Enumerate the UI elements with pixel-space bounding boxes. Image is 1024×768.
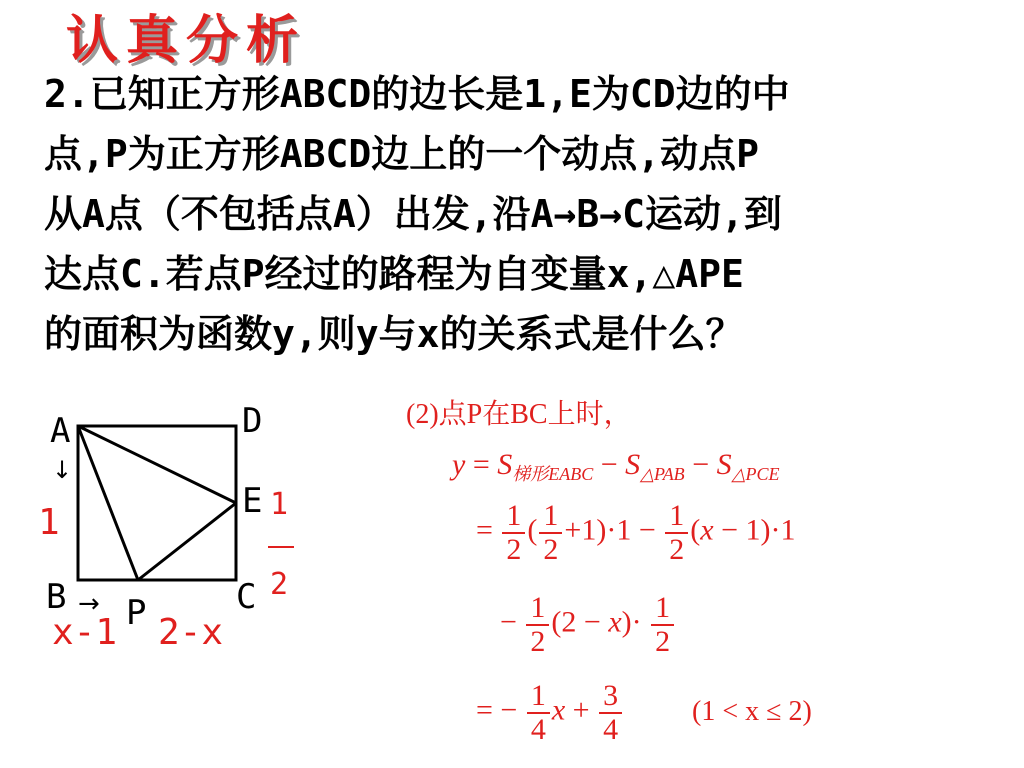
fraction: $\frac{1}{2}$ xyxy=(539,500,562,565)
label-p: P xyxy=(126,593,147,633)
page-title: 认真分析 xyxy=(66,11,307,71)
pc-length-label: 2-x xyxy=(158,612,224,653)
area-symbol: S xyxy=(497,448,513,481)
subscript-trapezoid: 梯形EABC xyxy=(512,464,594,484)
fraction: $\frac{3}{4}$ xyxy=(599,680,622,745)
solution-line-1 xyxy=(452,448,779,486)
half-numerator: 1 xyxy=(270,487,289,522)
area-symbol: S xyxy=(625,448,641,481)
problem-line: 的面积为函数y,则y与x的关系式是什么？ xyxy=(44,312,744,356)
problem-statement xyxy=(44,64,1004,364)
problem-line: 从A点（不包括点A）出发,沿A→B→C运动,到 xyxy=(44,192,782,236)
fraction: $\frac{1}{4}$ xyxy=(527,680,550,745)
side-length-label: 1 xyxy=(38,502,60,543)
half-denominator: 2 xyxy=(270,567,289,602)
label-a: A xyxy=(50,411,71,451)
solution-case-heading: (2)点P在BC上时， xyxy=(406,399,632,430)
equals-sign: = xyxy=(472,448,490,481)
solution-domain: (1 < x ≤ 2) xyxy=(692,696,812,727)
fraction: $\frac{1}{2}$ xyxy=(502,500,525,565)
problem-line: 2.已知正方形ABCD的边长是1,E为CD边的中 xyxy=(44,72,790,116)
fraction: $\frac{1}{2}$ xyxy=(526,592,549,657)
fraction: $\frac{1}{2}$ xyxy=(651,592,674,657)
label-e: E xyxy=(242,481,263,521)
problem-line: 点,P为正方形ABCD边上的一个动点,动点P xyxy=(44,132,760,176)
bp-length-label: x-1 xyxy=(52,612,118,653)
area-symbol: S xyxy=(716,448,732,481)
solution-block xyxy=(0,380,1024,768)
solution-line-3: − $\frac{1}{2}$ (2 − x)· $\frac{1}{2}$ xyxy=(500,592,676,657)
subscript-pce: △PCE xyxy=(731,464,780,484)
minus-sign: − xyxy=(692,448,710,481)
fraction: $\frac{1}{2}$ xyxy=(665,500,688,565)
label-d: D xyxy=(242,401,263,441)
arrow-right-icon: → xyxy=(78,589,100,619)
subscript-pab: △PAB xyxy=(640,464,685,484)
label-c: C xyxy=(236,577,257,617)
solution-line-2: = $\frac{1}{2}$ ( $\frac{1}{2}$ +1)·1 − $\frac{1}{2}$ (x − 1)·1 xyxy=(476,499,796,566)
minus-sign: − xyxy=(600,448,618,481)
problem-line: 达点C.若点P经过的路程为自变量x,△APE xyxy=(44,252,744,296)
solution-line-4: = − $\frac{1}{4}$ x + $\frac{3}{4}$ xyxy=(476,680,624,745)
label-b: B xyxy=(46,577,67,617)
arrow-down-icon: ↓ xyxy=(52,456,73,484)
var-y: y xyxy=(452,448,466,481)
